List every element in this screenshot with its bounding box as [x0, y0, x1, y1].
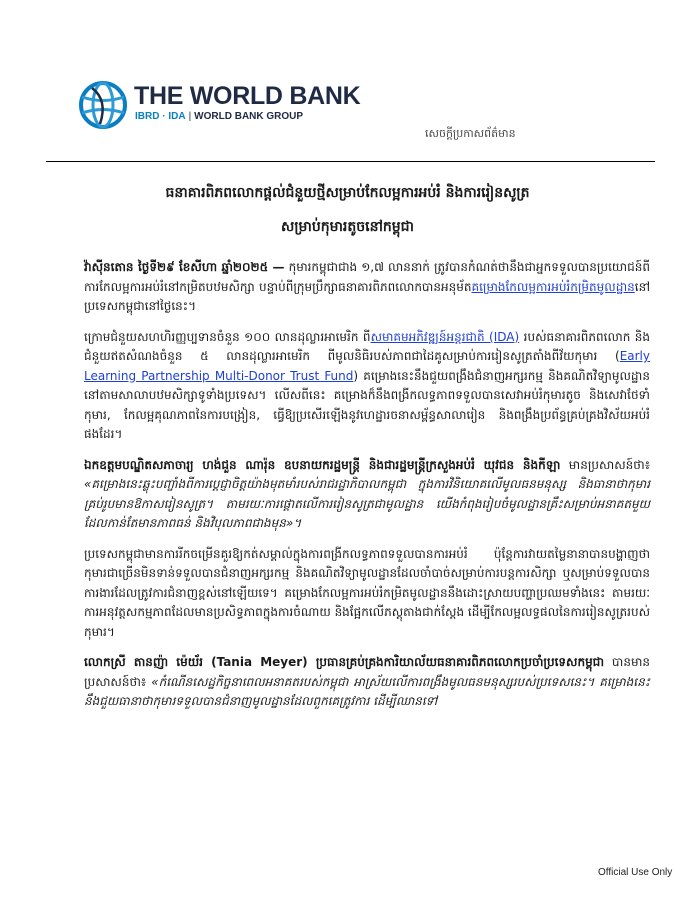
country-manager-quote: «កំណើនសេដ្ឋកិច្ចនាពេលអនាគតរបស់កម្ពុជា អាស្រ័យលើការពង្រឹងមូលធនមនុស្សរបស់ប្រទេសនេះ។ គម្រោងនេះនឹងជួយធានាថាកុមារទទួលបានជំនាញមូលដ្ឋានដែលពួកគេត្រូវការ ដើម្បីឈានទៅ: [84, 674, 651, 708]
header-divider: [46, 161, 655, 162]
minister-name: ឯកឧត្តមបណ្ឌិតសភាចារ្យ ហង់ជួន ណារ៉ុន ឧបនាយករដ្ឋមន្ត្រី និងជារដ្ឋមន្ត្រីក្រសួងអប់រំ យុវជន និងកីឡា: [84, 457, 561, 472]
p2-text-2: របស់ធនាគារពិភពលោក និងជំនួយឥតសំណងចំនួន ៥ លានដុល្លារអាមេរិក ពីមូលនិធិរបស់ភាពជាដៃគូសម្រាប់ការរៀនសូត្រតាំងពីវ័យកុមារ (: [84, 329, 651, 363]
document-title: [60, 176, 635, 244]
p3-text: មានប្រសាសន៍ថា៖: [560, 457, 650, 472]
trust-fund-link[interactable]: Early Learning Partnership Multi-Donor Trust Fund: [84, 349, 650, 383]
title-line-1: ធនាគារពិភពលោកផ្តល់ជំនួយថ្មីសម្រាប់កែលម្អការអប់រំ និងការរៀនសូត្រ: [165, 185, 530, 201]
paragraph-5: [84, 653, 650, 712]
ida-link[interactable]: សមាគមអភិវឌ្ឍន៍អន្តរជាតិ (IDA): [370, 329, 520, 344]
title-line-2: សម្រាប់កុមារតូចនៅកម្ពុជា: [280, 219, 415, 235]
paragraph-3: [84, 456, 650, 534]
dateline: វ៉ាស៊ីនតោន ថ្ងៃទី២៩ ខែសីហា ឆ្នាំ២០២៥ —: [84, 260, 285, 274]
minister-quote: «គម្រោងនេះឆ្លុះបញ្ចាំងពីការប្តេជ្ញាចិត្តយ៉ាងមុតមាំរបស់រាជរដ្ឋាភិបាលកម្ពុជា ក្នុងការវិនិយោគលើមូលធនមនុស្ស និងធានាថាកុមារគ្រប់រូបមានឱកាសរៀនសូត្រ។ តាមរយៈការផ្តោតលើការរៀនសូត្រជាមូលដ្ឋាន យើងកំពុងរៀបចំមូលដ្ឋានគ្រឹះសម្រាប់អនាគតមួយដែលកាន់តែមានភាពធន់ និងវិបុលភាពជាងមុន»។: [84, 477, 650, 530]
world-bank-logo: [78, 80, 378, 130]
press-release-label: សេចក្តីប្រកាសព័ត៌មាន: [425, 127, 516, 140]
org-name: THE WORLD BANK: [134, 82, 361, 110]
paragraph-1: [84, 258, 650, 317]
logo-separator: |: [188, 111, 192, 122]
article-body: [84, 258, 650, 723]
paragraph-2: [84, 328, 650, 445]
project-link[interactable]: គម្រោងកែលម្អការអប់រំកម្រិតមូលដ្ឋាន: [471, 279, 635, 294]
ibrd-ida-label: IBRD · IDA: [135, 111, 186, 122]
p2-text-3: ) គម្រោងនេះនឹងជួយពង្រឹងជំនាញអក្សរកម្ម និងគណិតវិទ្យាមូលដ្ឋាននៅតាមសាលាបឋមសិក្សាទូទាំងប្រទេស។ លើសពីនេះ គម្រោងក៏នឹងពង្រីកលទ្ធភាពទទួលបានសេវាអប់រំកុមារតូច និងសេវាថែទាំកុមារ, កែលម្អគុណភាពនៃការបង្រៀន, ធ្វើឱ្យប្រសើរឡើងនូវហេដ្ឋារចនាសម្ព័ន្ធសាលារៀន និងពង្រឹងប្រព័ន្ធគ្រប់គ្រងវិស័យអប់រំផងដែរ។: [84, 368, 650, 441]
group-label: WORLD BANK GROUP: [194, 111, 304, 122]
classification-footer: Official Use Only: [598, 867, 673, 878]
p2-text-1: ក្រោមជំនួយសហហិរញ្ញប្បទានចំនួន ១០០ លានដុល្លារអាមេរិក ពី: [84, 329, 371, 344]
p5-text: បានមានប្រសាសន៍ថា៖: [84, 655, 650, 689]
country-manager-name: លោកស្រី តានញ៉ា ម៉េយ័រ (Tania Meyer) ប្រធានគ្រប់គ្រងការិយាល័យធនាគារពិភពលោកប្រចាំប្រទេសកម្ពុជា: [84, 655, 605, 669]
paragraph-4: ប្រទេសកម្ពុជាមានការរីកចម្រើនគួរឱ្យកត់សម្គាល់ក្នុងការពង្រីកលទ្ធភាពទទួលបានការអប់រំ ប៉ុន្តែការវាយតម្លៃនានាបានបង្ហាញថា កុមារជាច្រើនមិនទាន់ទទួលបានជំនាញអក្សរកម្ម និងគណិតវិទ្យាមូលដ្ឋានដែលចាំបាច់សម្រាប់ការបន្តការសិក្សា ឬសម្រាប់ទទួលបានការងារដែលត្រូវការជំនាញខ្ពស់នៅឡើយទេ។ គម្រោងកែលម្អការអប់រំកម្រិតមូលដ្ឋាននឹងដោះស្រាយបញ្ហាប្រឈមទាំងនេះ តាមរយៈការអនុវត្តសកម្មភាពដែលមានប្រសិទ្ធភាពក្នុងការចំណាយ និងផ្អែកលើភស្តុតាងជាក់ស្តែង ដើម្បីកែលម្អលទ្ធផលនៃការរៀនសូត្ររបស់កុមារ។: [84, 546, 650, 639]
globe-icon: [78, 80, 128, 130]
org-subtitle: [135, 111, 303, 122]
p1-text-2: នៅប្រទេសកម្ពុជានៅថ្ងៃនេះ។: [84, 279, 650, 313]
p1-text-1: កុមារកម្ពុជាជាង ១,៧ លាននាក់ ត្រូវបានកំណត់ថានឹងជាអ្នកទទួលបានប្រយោជន៍ពីការកែលម្អការអប់រំនៅកម្រិតបឋមសិក្សា បន្ទាប់ពីក្រុមប្រឹក្សាធនាគារពិភពលោកបានអនុម័ត: [84, 260, 650, 294]
